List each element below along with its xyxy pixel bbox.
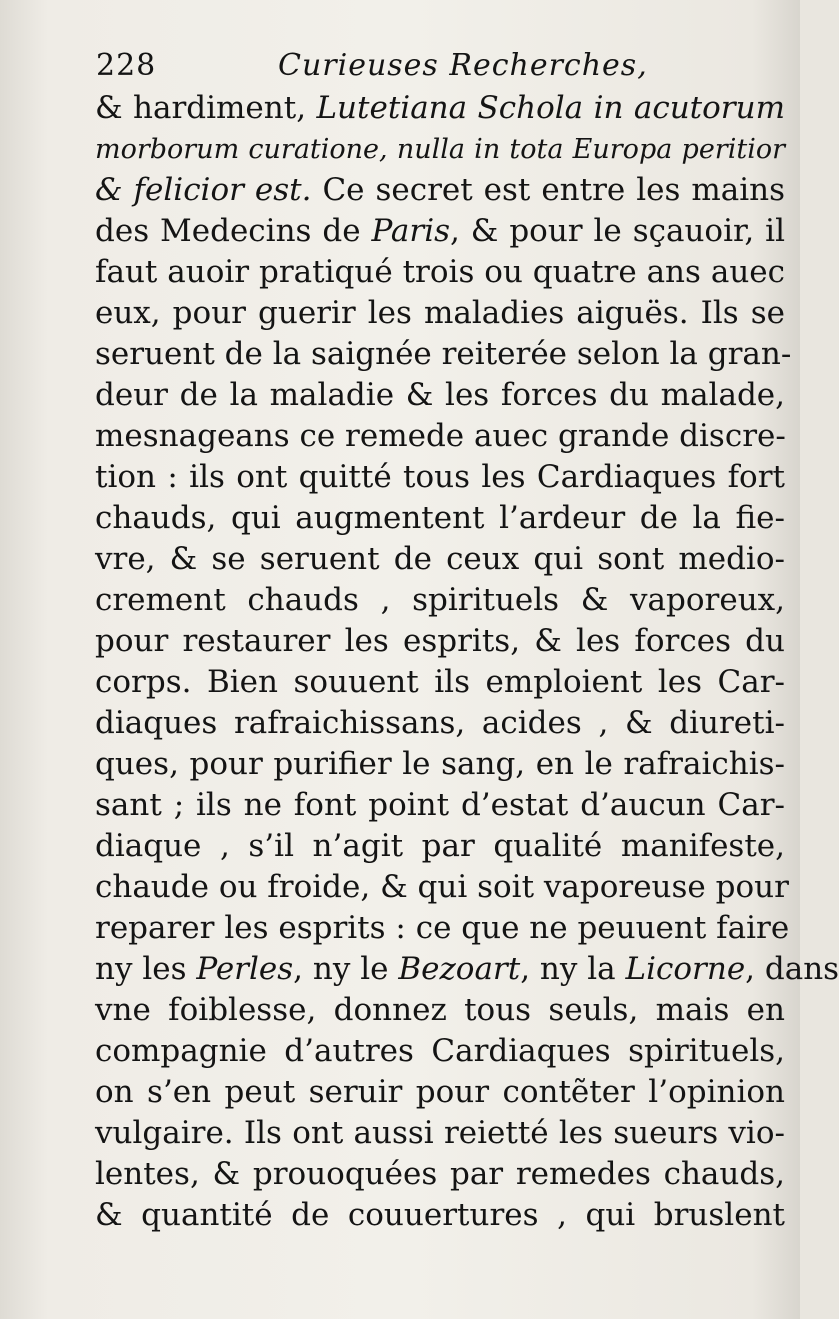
text-span: & quantité de couuertures , qui bruslent	[95, 1197, 785, 1233]
text-span: on s’en peut seruir pour contẽter l’opinion	[95, 1074, 785, 1110]
text-line	[95, 457, 785, 498]
text-line	[95, 990, 785, 1031]
text-span: , ny le	[293, 951, 399, 987]
text-span: crement chauds , spirituels & vaporeux,	[95, 582, 785, 618]
italic-span: Bezoart	[398, 951, 521, 987]
text-span: lentes, & prouoquées par remedes chauds,	[95, 1156, 785, 1192]
text-span: diaques rafraichissans, acides , & diureti-	[95, 705, 785, 741]
text-line	[95, 416, 785, 457]
text-span: ques, pour purifier le sang, en le rafraichis-	[95, 746, 785, 782]
italic-span: Perles	[196, 951, 294, 987]
text-line	[95, 621, 785, 662]
text-line	[95, 867, 789, 908]
text-line	[95, 580, 785, 621]
text-span: des Medecins de	[95, 213, 372, 249]
italic-span: & felicior est.	[95, 172, 323, 208]
text-line	[95, 662, 785, 703]
text-span: Ce secret est entre les mains	[322, 172, 785, 208]
text-span: vne foiblesse, donnez tous seuls, mais en	[95, 992, 785, 1028]
text-line	[95, 703, 785, 744]
text-line	[95, 539, 785, 580]
text-line	[95, 498, 785, 539]
text-span: vre, & se seruent de ceux qui sont medio-	[95, 541, 785, 577]
text-span: reparer les esprits : ce que ne peuuent faire	[95, 910, 790, 946]
text-span: chauds, qui augmentent l’ardeur de la fie-	[95, 500, 785, 536]
italic-span: Licorne	[625, 951, 746, 987]
text-line	[95, 1113, 785, 1154]
text-span: pour restaurer les esprits, & les forces du	[95, 623, 785, 659]
page-number: 228	[96, 48, 157, 83]
italic-span: morborum curatione, nulla in tota Europa peritior	[95, 134, 785, 165]
italic-span: Paris	[371, 213, 451, 249]
text-span: vulgaire. Ils ont aussi reietté les sueurs vio-	[95, 1115, 785, 1151]
text-span: corps. Bien souuent ils emploient les Car-	[95, 664, 785, 700]
text-line	[95, 170, 785, 211]
text-line	[95, 293, 785, 334]
text-line	[95, 88, 785, 129]
text-line	[95, 908, 790, 949]
text-span: , & pour le sçauoir, il	[450, 213, 785, 249]
text-span: compagnie d’autres Cardiaques spirituels,	[95, 1033, 785, 1069]
text-line	[95, 949, 839, 990]
text-span: diaque , s’il n’agit par qualité manifeste,	[95, 828, 785, 864]
body-text	[95, 88, 839, 1236]
text-span: chaude ou froide, & qui soit vaporeuse pour	[95, 869, 789, 905]
text-line	[95, 826, 785, 867]
text-line	[95, 211, 785, 252]
text-span: sant ; ils ne font point d’estat d’aucun Car-	[95, 787, 785, 823]
text-line	[95, 785, 785, 826]
text-span: & hardiment,	[95, 90, 317, 126]
text-line	[95, 375, 785, 416]
text-span: , dans	[745, 951, 839, 987]
text-line	[95, 129, 785, 170]
text-line	[95, 1154, 785, 1195]
text-span: eux, pour guerir les maladies aiguës. Ils se	[95, 295, 785, 331]
running-title: Curieuses Recherches,	[278, 48, 648, 83]
text-span: tion : ils ont quitté tous les Cardiaques fort	[95, 459, 785, 495]
text-span: seruent de la saignée reiterée selon la gran-	[95, 336, 792, 372]
text-span: mesnageans ce remede auec grande discre-	[95, 418, 786, 454]
text-span: ny les	[95, 951, 197, 987]
text-line	[95, 1072, 785, 1113]
italic-span: Lutetiana Schola in acutorum	[316, 90, 785, 126]
text-line	[95, 334, 792, 375]
text-span: faut auoir pratiqué trois ou quatre ans auec	[95, 254, 785, 290]
text-line	[95, 1031, 785, 1072]
text-line	[95, 252, 785, 293]
text-line	[95, 1195, 785, 1236]
text-span: , ny la	[520, 951, 626, 987]
text-span: deur de la maladie & les forces du malade,	[95, 377, 785, 413]
text-line	[95, 744, 785, 785]
